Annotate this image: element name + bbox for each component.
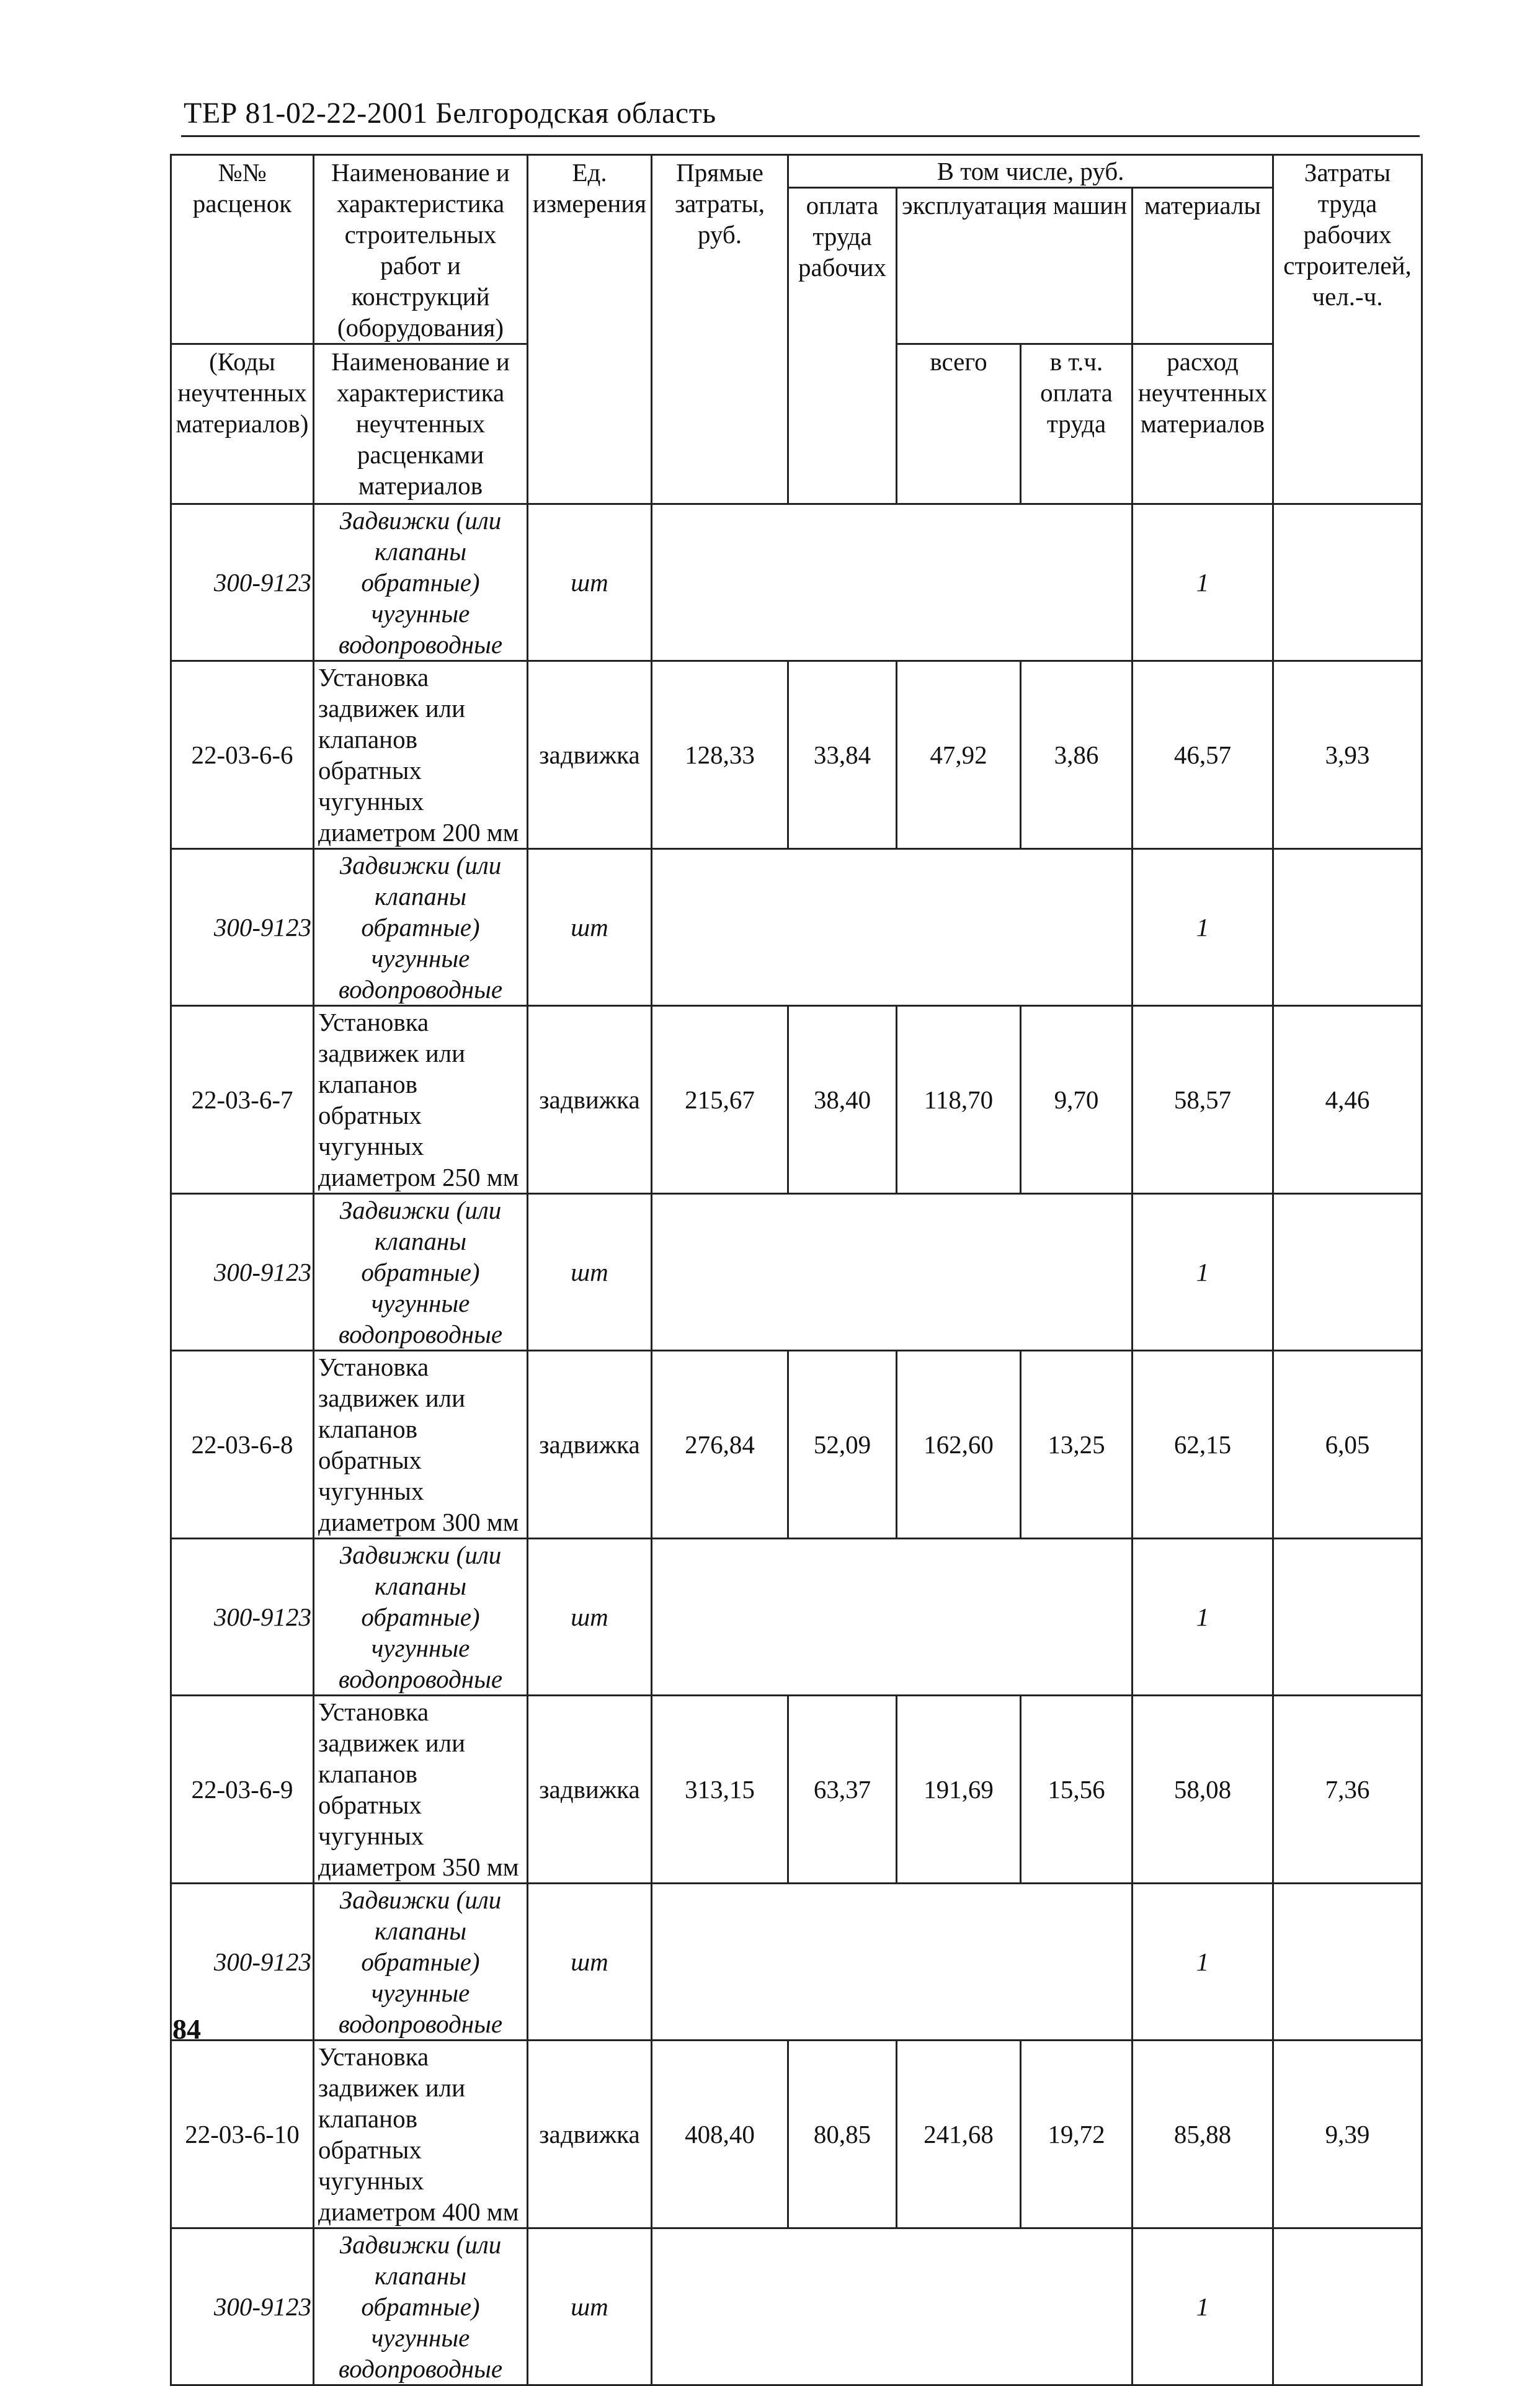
col-labor-pay-header: оплата труда рабочих [788,188,897,504]
material-blank [652,1884,1133,2041]
work-row [171,661,1422,849]
work-materials: 58,08 [1133,1696,1273,1884]
col-materials-header: материалы [1133,188,1273,344]
work-code: 22-03-6-10 [171,2041,314,2228]
col-incl-pay-header: в т.ч. оплата труда [1021,344,1133,504]
work-row [171,2041,1422,2228]
material-qty: 1 [1133,504,1273,661]
work-unit: задвижка [528,1696,652,1884]
work-machines-total: 241,68 [897,2041,1021,2228]
col-mat-name-header: Наименование и характеристика неучтенных расценками материалов [314,344,528,504]
header-row-1 [171,155,1422,188]
work-row [171,1006,1422,1194]
material-qty: 1 [1133,849,1273,1006]
material-workers-blank [1273,504,1422,661]
work-name: Установка задвижек или клапанов обратных чугунных диаметром 350 мм [314,1696,528,1884]
work-labor-pay: 80,85 [788,2041,897,2228]
work-materials: 58,57 [1133,1006,1273,1194]
work-workers-hours: 7,36 [1273,1696,1422,1884]
col-machines-header: эксплуатация машин [897,188,1133,344]
work-materials: 46,57 [1133,661,1273,849]
material-code: 300-9123 [171,849,314,1006]
material-blank [652,504,1133,661]
work-code: 22-03-6-9 [171,1696,314,1884]
work-direct-cost: 128,33 [652,661,788,849]
work-unit: задвижка [528,1006,652,1194]
material-name: Задвижки (или клапаны обратные) чугунные водопроводные [314,2228,528,2385]
material-qty: 1 [1133,1194,1273,1351]
material-name: Задвижки (или клапаны обратные) чугунные водопроводные [314,1884,528,2041]
material-workers-blank [1273,1884,1422,2041]
material-qty: 1 [1133,2228,1273,2385]
material-blank [652,1194,1133,1351]
work-name: Установка задвижек или клапанов обратных чугунных диаметром 300 мм [314,1351,528,1539]
material-code: 300-9123 [171,504,314,661]
material-workers-blank [1273,849,1422,1006]
col-unit-header: Ед. измерения [528,155,652,504]
price-table [170,154,1423,2386]
material-row [171,1194,1422,1351]
work-machines-total: 162,60 [897,1351,1021,1539]
work-workers-hours: 3,93 [1273,661,1422,849]
work-unit: задвижка [528,1351,652,1539]
material-workers-blank [1273,1539,1422,1696]
material-blank [652,1539,1133,1696]
work-workers-hours: 6,05 [1273,1351,1422,1539]
work-machines-labor-pay: 3,86 [1021,661,1133,849]
work-name: Установка задвижек или клапанов обратных чугунных диаметром 250 мм [314,1006,528,1194]
material-workers-blank [1273,2228,1422,2385]
material-row [171,1884,1422,2041]
work-labor-pay: 63,37 [788,1696,897,1884]
material-unit: шт [528,849,652,1006]
work-machines-total: 191,69 [897,1696,1021,1884]
material-unit: шт [528,1884,652,2041]
material-name: Задвижки (или клапаны обратные) чугунные водопроводные [314,504,528,661]
work-workers-hours: 4,46 [1273,1006,1422,1194]
work-labor-pay: 33,84 [788,661,897,849]
material-unit: шт [528,504,652,661]
material-qty: 1 [1133,1884,1273,2041]
col-workers-header: Затраты труда рабочих строителей, чел.-ч. [1273,155,1422,504]
work-labor-pay: 52,09 [788,1351,897,1539]
material-code: 300-9123 [171,1539,314,1696]
material-row [171,504,1422,661]
work-direct-cost: 408,40 [652,2041,788,2228]
material-name: Задвижки (или клапаны обратные) чугунные водопроводные [314,1539,528,1696]
material-unit: шт [528,1194,652,1351]
material-row [171,1539,1422,1696]
work-materials: 85,88 [1133,2041,1273,2228]
page-number: 84 [172,2013,201,2045]
work-machines-total: 47,92 [897,661,1021,849]
work-code: 22-03-6-8 [171,1351,314,1539]
work-machines-total: 118,70 [897,1006,1021,1194]
material-workers-blank [1273,1194,1422,1351]
work-machines-labor-pay: 19,72 [1021,2041,1133,2228]
col-mat-use-header: расход неучтенных материалов [1133,344,1273,504]
col-num-header: №№ расценок [171,155,314,344]
material-row [171,849,1422,1006]
work-direct-cost: 313,15 [652,1696,788,1884]
work-unit: задвижка [528,2041,652,2228]
work-unit: задвижка [528,661,652,849]
work-direct-cost: 215,67 [652,1006,788,1194]
material-code: 300-9123 [171,1194,314,1351]
work-row [171,1351,1422,1539]
material-unit: шт [528,1539,652,1696]
material-unit: шт [528,2228,652,2385]
col-codes-header: (Коды неучтенных материалов) [171,344,314,504]
work-direct-cost: 276,84 [652,1351,788,1539]
material-code: 300-9123 [171,1884,314,2041]
work-machines-labor-pay: 15,56 [1021,1696,1133,1884]
work-machines-labor-pay: 9,70 [1021,1006,1133,1194]
work-machines-labor-pay: 13,25 [1021,1351,1133,1539]
work-name: Установка задвижек или клапанов обратных чугунных диаметром 200 мм [314,661,528,849]
work-workers-hours: 9,39 [1273,2041,1422,2228]
document-header-title: ТЕР 81-02-22-2001 Белгородская область [184,97,716,130]
material-row [171,2228,1422,2385]
material-name: Задвижки (или клапаны обратные) чугунные водопроводные [314,849,528,1006]
work-code: 22-03-6-7 [171,1006,314,1194]
material-name: Задвижки (или клапаны обратные) чугунные водопроводные [314,1194,528,1351]
material-blank [652,849,1133,1006]
header-rule [181,135,1420,137]
col-incl-header: В том числе, руб. [788,155,1273,188]
col-direct-header: Прямые затраты, руб. [652,155,788,504]
material-code: 300-9123 [171,2228,314,2385]
work-name: Установка задвижек или клапанов обратных чугунных диаметром 400 мм [314,2041,528,2228]
work-row [171,1696,1422,1884]
work-materials: 62,15 [1133,1351,1273,1539]
work-labor-pay: 38,40 [788,1006,897,1194]
work-code: 22-03-6-6 [171,661,314,849]
material-blank [652,2228,1133,2385]
col-total-header: всего [897,344,1021,504]
material-qty: 1 [1133,1539,1273,1696]
col-name-header: Наименование и характеристика строительных работ и конструкций (оборудования) [314,155,528,344]
